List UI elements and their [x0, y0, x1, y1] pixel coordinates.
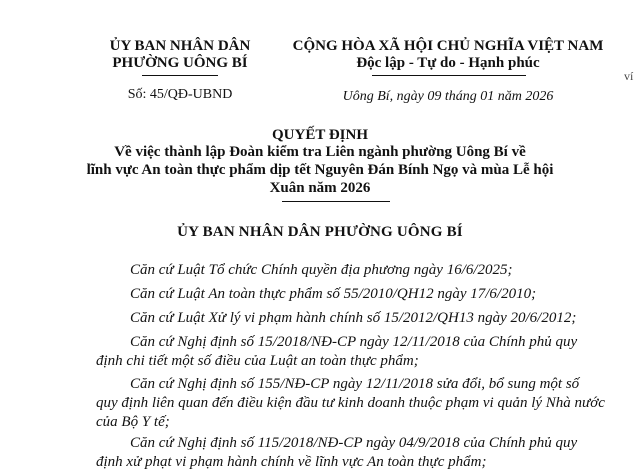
legal-basis-6	[96, 434, 577, 472]
issuer-heading: ỦY BAN NHÂN DÂN PHƯỜNG UÔNG BÍ	[177, 224, 463, 240]
legal-basis-2	[130, 285, 536, 304]
legal-basis-1-line1: Căn cứ Luật Tổ chức Chính quyền địa phương ngày 16/6/2025;	[130, 262, 513, 278]
legal-basis-2-line1: Căn cứ Luật An toàn thực phẩm số 55/2010/QH12 ngày 17/6/2010;	[130, 286, 537, 302]
place-and-date: Uông Bí, ngày 09 tháng 01 năm 2026	[342, 89, 554, 104]
document-type: QUYẾT ĐỊNH	[272, 127, 368, 143]
motto-underline	[372, 75, 526, 76]
legal-basis-3-line1: Căn cứ Luật Xử lý vi phạm hành chính số 15/2012/QH13 ngày 20/6/2012;	[130, 310, 577, 326]
legal-basis-5-line1: Căn cứ Nghị định số 155/NĐ-CP ngày 12/11/2018 sửa đổi, bổ sung một số	[130, 376, 580, 392]
legal-basis-5-line2: quy định liên quan đến điều kiện đầu tư kinh doanh thuộc phạm vi quản lý Nhà nước	[96, 395, 605, 411]
legal-basis-5-line3: của Bộ Y tế;	[96, 414, 170, 430]
legal-basis-6-line2: định xử phạt vi phạm hành chính về lĩnh vực An toàn thực phẩm;	[96, 454, 487, 470]
agency-name-line2: PHƯỜNG UÔNG BÍ	[112, 55, 248, 71]
legal-basis-1	[130, 261, 513, 280]
page-edge-mark: ví	[624, 69, 634, 83]
agency-underline	[142, 75, 218, 76]
title-underline	[282, 201, 390, 202]
subject-line-3: Xuân năm 2026	[269, 180, 371, 196]
national-title: CỘNG HÒA XÃ HỘI CHỦ NGHĨA VIỆT NAM	[292, 38, 604, 54]
legal-basis-4	[96, 333, 577, 371]
legal-basis-4-line1: Căn cứ Nghị định số 15/2018/NĐ-CP ngày 12/11/2018 của Chính phủ quy	[130, 334, 578, 350]
subject-line-2: lĩnh vực An toàn thực phẩm dịp tết Nguyên Đán Bính Ngọ và mùa Lễ hội	[86, 162, 554, 178]
document-number: Số: 45/QĐ-UBND	[127, 87, 233, 102]
legal-basis-5	[96, 375, 605, 432]
subject-line-1: Về việc thành lập Đoàn kiểm tra Liên ngành phường Uông Bí về	[114, 144, 526, 160]
legal-basis-4-line2: định chi tiết một số điều của Luật an toàn thực phẩm;	[96, 353, 419, 369]
legal-basis-6-line1: Căn cứ Nghị định số 115/2018/NĐ-CP ngày 04/9/2018 của Chính phủ quy	[130, 435, 578, 451]
national-motto: Độc lập - Tự do - Hạnh phúc	[356, 55, 540, 71]
legal-basis-3	[130, 309, 576, 328]
agency-name-line1: ỦY BAN NHÂN DÂN	[109, 38, 251, 54]
